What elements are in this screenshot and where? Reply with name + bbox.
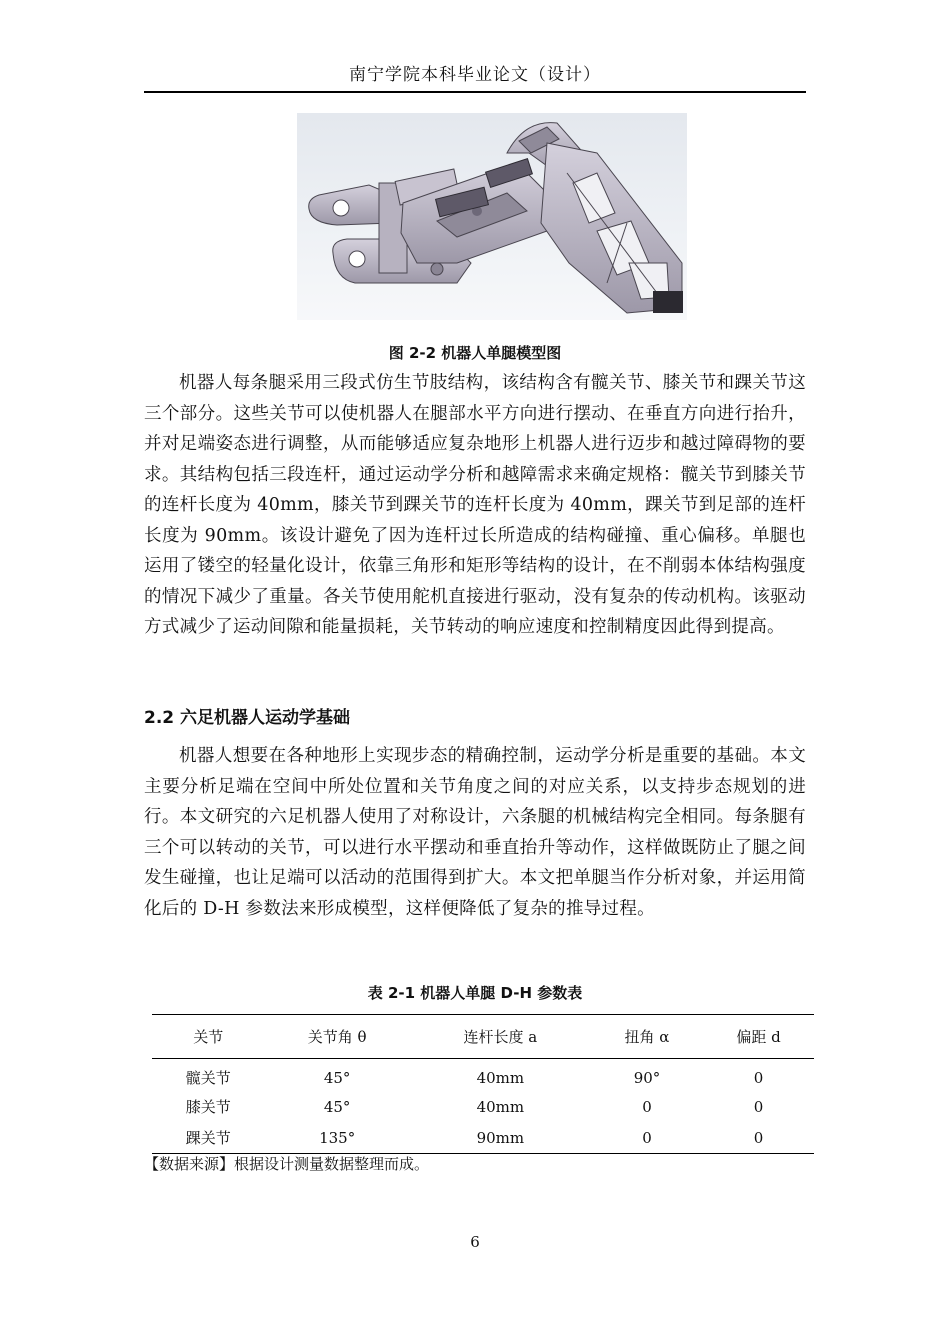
table-cell: 0 — [703, 1122, 814, 1154]
robot-leg-cad-drawing — [297, 113, 687, 320]
table-cell: 0 — [753, 1068, 764, 1087]
column-header-link-length: 连杆长度 a — [410, 1015, 591, 1059]
robot-leg-model-image — [297, 113, 687, 320]
table-row — [152, 1059, 814, 1092]
dh-parameter-table — [152, 1014, 814, 1154]
body-paragraph-leg-structure: 机器人每条腿采用三段式仿生节肢结构，该结构含有髋关节、膝关节和踝关节这三个部分。这些关节可以使机器人在腿部水平方向进行摆动、在垂直方向进行抬升，并对足端姿态进行调整，从而能够适应复杂地形上机器人进行迈步和越过障碍物的要求。其结构包括三段连杆，通过运动学分析和越障需求来确定规格：髋关节到膝关节的连杆长度为 40mm，膝关节到踝关节的连杆长度为 40mm，踝关节到足部的连杆长度为 90mm。该设计避免了因为连杆过长所造成的结构碰撞、重心偏移。单腿也运用了镂空的轻量化设计，依靠三角形和矩形等结构的设计，在不削弱本体结构强度的情况下减少了重量。各关节使用舵机直接进行驱动，没有复杂的传动机构。该驱动方式减少了运动间隙和能量损耗，关节转动的响应速度和控制精度因此得到提高。 — [144, 373, 806, 637]
table-cell: 40mm — [476, 1068, 525, 1087]
table-row — [152, 1091, 814, 1122]
table-cell: 0 — [753, 1097, 764, 1116]
table-cell: 45° — [323, 1068, 351, 1087]
table-source-note: 【数据来源】根据设计测量数据整理而成。 — [144, 1155, 430, 1173]
table-header-row — [152, 1015, 814, 1059]
column-header-joint-angle: 关节角 θ — [264, 1015, 409, 1059]
page-number: 6 — [470, 1233, 480, 1251]
column-header-twist-angle: 扭角 α — [591, 1015, 703, 1059]
table-caption: 表 2-1 机器人单腿 D-H 参数表 — [367, 984, 583, 1002]
table-cell: 40mm — [476, 1097, 525, 1116]
section-heading: 2.2 六足机器人运动学基础 — [144, 708, 351, 728]
table-cell: 0 — [591, 1122, 703, 1154]
table-cell: 90mm — [410, 1122, 591, 1154]
table-row — [152, 1122, 814, 1154]
table-cell: 45° — [323, 1097, 351, 1116]
column-header-offset: 偏距 d — [703, 1015, 814, 1059]
table-cell: 踝关节 — [152, 1122, 264, 1154]
table-cell: 135° — [264, 1122, 409, 1154]
header-divider — [144, 91, 806, 93]
table-cell: 0 — [642, 1097, 652, 1116]
figure-caption: 图 2-2 机器人单腿模型图 — [388, 344, 562, 362]
table-cell: 90° — [633, 1068, 661, 1087]
column-header-joint: 关节 — [152, 1015, 264, 1059]
page-header-title: 南宁学院本科毕业论文（设计） — [349, 65, 601, 85]
table-cell: 膝关节 — [185, 1098, 231, 1116]
table-cell: 髋关节 — [185, 1069, 231, 1087]
body-paragraph-kinematics: 机器人想要在各种地形上实现步态的精确控制，运动学分析是重要的基础。本文主要分析足端在空间中所处位置和关节角度之间的对应关系，以支持步态规划的进行。本文研究的六足机器人使用了对称设计，六条腿的机械结构完全相同。每条腿有三个可以转动的关节，可以进行水平摆动和垂直抬升等动作，这样做既防止了腿之间发生碰撞，也让足端可以活动的范围得到扩大。本文把单腿当作分析对象，并运用简化后的 D-H 参数法来形成模型，这样便降低了复杂的推导过程。 — [144, 746, 806, 919]
